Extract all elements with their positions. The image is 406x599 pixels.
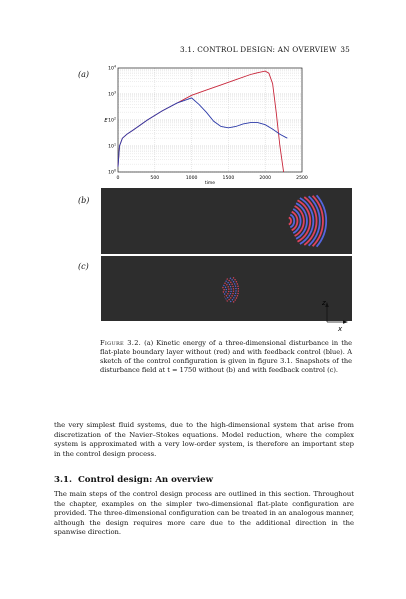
caption-text: (a) Kinetic energy of a three-dimensional disturbance in the flat-plate boundary layer without (red) and with feedback control (blue). A sketch of the control configuration is given in figure 3.1. Snapshots of the disturbance field at t = 1750 without (b) and with feedback control (c). xyxy=(100,339,352,375)
running-head xyxy=(180,45,350,54)
x-tick-label: 2500 xyxy=(296,176,308,181)
snapshot-with-control xyxy=(101,256,352,321)
paragraph-intro: the very simplest fluid systems, due to the high-dimensional system that arise from discretization of the Navier–Stokes equations. Model reduction, where the complex system is approximated with a very low-order system, is therefore an important step in the control design process. xyxy=(54,421,354,458)
x-tick-label: 1500 xyxy=(222,176,235,181)
y-axis-label: E xyxy=(104,118,108,124)
panel-label-c: (c) xyxy=(78,262,89,271)
y-tick-label: $10^3$ xyxy=(108,90,116,98)
x-axis-label: time xyxy=(204,181,216,186)
section-number: 3.1. xyxy=(54,475,72,485)
page-number: 35 xyxy=(340,45,350,54)
section-title: Control design: An overview xyxy=(77,475,214,485)
chart-grid xyxy=(118,68,302,172)
y-tick-label: $10^4$ xyxy=(108,64,116,72)
x-tick-label: 2000 xyxy=(259,176,272,181)
figure-caption xyxy=(100,339,352,375)
panel-label-b: (b) xyxy=(78,196,90,205)
x-tick-label: 0 xyxy=(116,176,120,181)
panel-label-a: (a) xyxy=(78,70,90,79)
z-axis-label: z xyxy=(322,299,326,307)
energy-chart xyxy=(96,62,311,188)
running-head-title: 3.1. CONTROL DESIGN: AN OVERVIEW xyxy=(180,45,337,54)
x-axis-direction-label: x xyxy=(338,325,343,332)
section-heading xyxy=(54,475,219,485)
x-tick-label: 500 xyxy=(150,176,160,181)
figure-label: Figure 3.2. xyxy=(100,339,142,347)
paragraph-overview: The main steps of the control design process are outlined in this section. Throughout the chapter, examples on the simpler two-dimensional flat-plate configuration are provided. The three-dimensional configuration can be treated in an analogous manner, although the design requires more care due to the additional direction in the spanwise direction. xyxy=(54,490,354,536)
y-tick-label: $10^0$ xyxy=(108,168,116,176)
axes-indicator xyxy=(318,296,350,332)
y-tick-label: $10^2$ xyxy=(108,116,116,124)
chart-ticks xyxy=(108,65,308,181)
snapshot-no-control xyxy=(101,188,352,254)
y-tick-label: $10^1$ xyxy=(108,142,116,150)
x-tick-label: 1000 xyxy=(185,176,198,181)
